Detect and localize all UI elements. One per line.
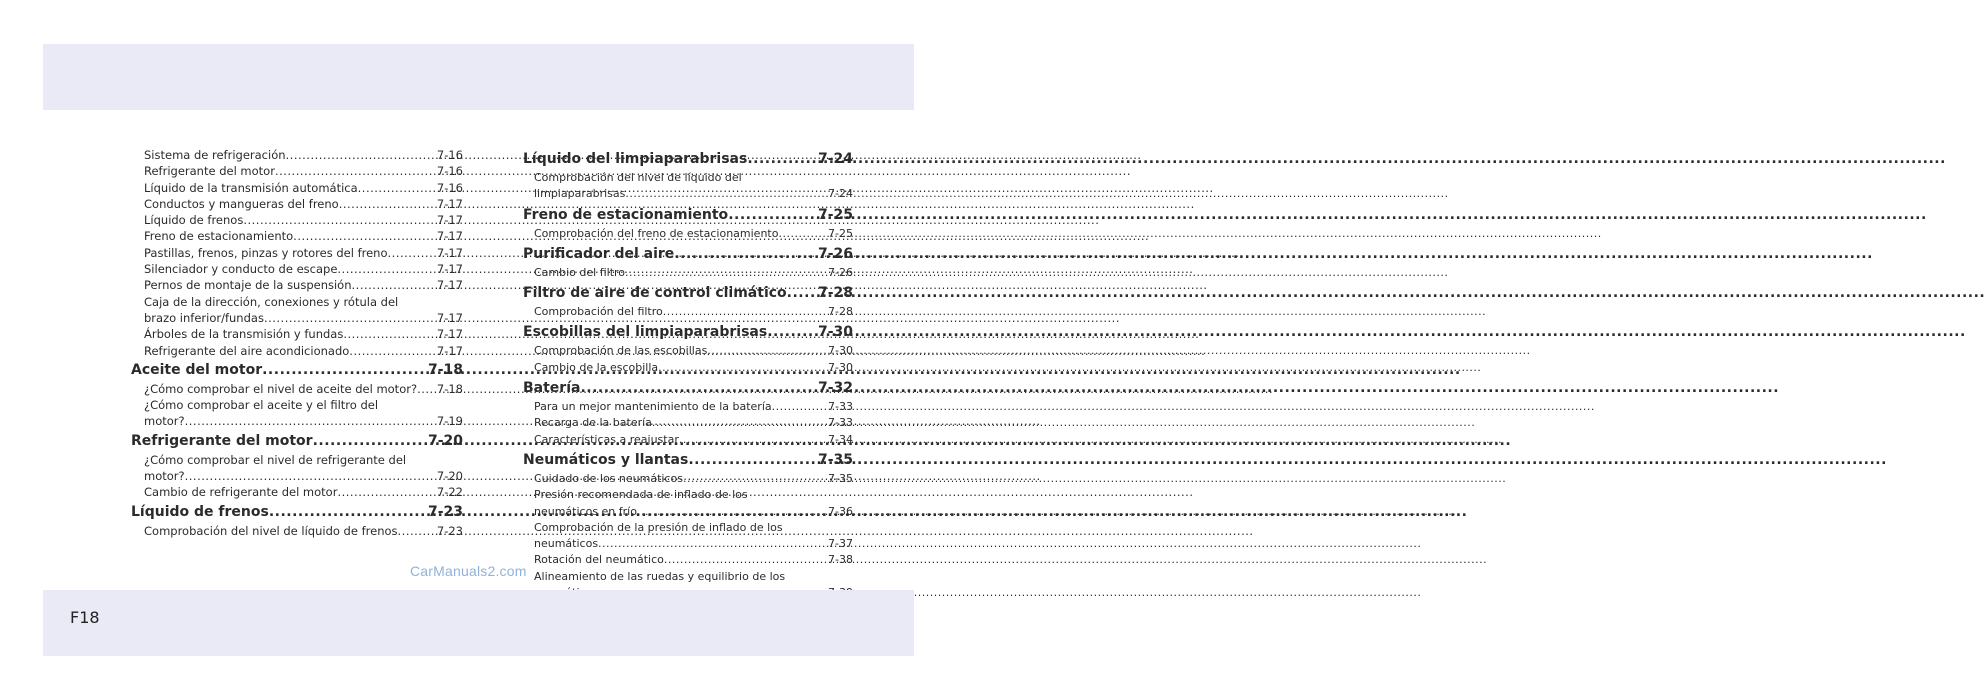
toc-entry-label: limpiaparabrisas <box>534 187 626 201</box>
toc-section-entry[interactable] <box>523 283 853 304</box>
dot-leader <box>664 552 828 568</box>
toc-entry-page: 7-24 <box>817 151 853 167</box>
toc-entry-page: 7-30 <box>817 324 853 341</box>
toc-subentry[interactable] <box>131 294 463 327</box>
toc-entry-label: Recarga de la batería <box>534 416 652 430</box>
toc-entry-label: brazo inferior/fundas <box>144 310 264 325</box>
toc-entry-label: Cambio de la escobilla <box>534 360 659 374</box>
dot-leader <box>286 147 437 163</box>
toc-entry-label: Líquido de la transmisión automática <box>144 180 358 195</box>
dot-leader <box>728 205 818 226</box>
toc-entry-label: Comprobación del freno de estacionamiento <box>534 226 779 240</box>
dot-leader <box>337 261 436 277</box>
toc-entry-page: 7-36 <box>828 504 853 518</box>
toc-entry-label: Líquido del limpiaparabrisas <box>523 151 748 167</box>
toc-entry-label-line: Caja de la dirección, conexiones y rótula del <box>144 294 399 309</box>
dot-leader <box>663 304 828 320</box>
dot-leader <box>580 378 817 399</box>
toc-entry-label-line: ¿Cómo comprobar el nivel de refrigerante del <box>144 452 407 467</box>
dot-leader <box>683 471 828 487</box>
toc-entry-page: 7-16 <box>436 148 463 162</box>
toc-entry-label: Aceite del motor <box>131 361 263 378</box>
toc-subentry[interactable] <box>523 170 853 203</box>
toc-section-entry[interactable] <box>523 378 853 399</box>
toc-entry-page: 7-23 <box>427 503 463 520</box>
toc-entry-page: 7-17 <box>436 245 463 260</box>
toc-subentry[interactable] <box>131 397 463 430</box>
dot-leader <box>625 265 828 281</box>
dot-leader <box>313 431 428 452</box>
toc-entry-page: 7-26 <box>828 265 853 279</box>
toc-entry-label: Escobillas del limpiaparabrisas <box>523 324 768 341</box>
toc-entry-label-line: Presión recomendada de inflado de los <box>534 488 748 502</box>
toc-left-column <box>131 147 463 539</box>
toc-entry-label: neumáticos en frío <box>534 504 637 518</box>
toc-section-entry[interactable] <box>131 360 463 381</box>
dot-leader <box>358 180 437 196</box>
toc-entry-label: Comprobación del filtro <box>534 305 663 319</box>
toc-subentry[interactable] <box>523 399 853 415</box>
dot-leader <box>339 196 437 212</box>
toc-entry-page: 7-25 <box>828 226 853 240</box>
toc-entry-label: Refrigerante del aire acondicionado <box>144 343 350 358</box>
toc-entry-label: Líquido de frenos <box>144 213 244 228</box>
toc-entry-label: Comprobación del nivel de líquido de frenos <box>144 523 398 538</box>
toc-entry-page: 7-35 <box>828 471 853 485</box>
toc-entry-page: 7-22 <box>436 485 463 500</box>
toc-entry-page: 7-28 <box>817 285 853 302</box>
dot-leader <box>772 399 828 415</box>
toc-subentry[interactable] <box>523 265 853 281</box>
dot-leader <box>652 415 828 431</box>
toc-entry-page: 7-23 <box>436 523 463 538</box>
dot-leader <box>269 502 428 523</box>
toc-section-entry[interactable] <box>523 205 853 226</box>
toc-entry-page: 7-17 <box>436 327 463 342</box>
footer-band <box>43 590 914 656</box>
dot-leader <box>264 310 437 326</box>
toc-entry-page: 7-34 <box>828 432 853 446</box>
toc-entry-label: Refrigerante del motor <box>131 432 313 449</box>
toc-entry-label: Cambio del filtro <box>534 265 626 279</box>
toc-subentry[interactable] <box>523 520 853 553</box>
dot-leader <box>625 186 828 202</box>
toc-subentry[interactable] <box>131 261 463 277</box>
toc-subentry[interactable] <box>131 212 463 228</box>
dot-leader <box>185 413 437 429</box>
dot-leader <box>398 523 437 539</box>
toc-entry-page: 7-32 <box>817 380 853 397</box>
toc-section-entry[interactable] <box>523 149 853 170</box>
toc-entry-page: 7-35 <box>817 451 853 468</box>
dot-leader <box>417 381 437 397</box>
dot-leader <box>637 504 828 520</box>
toc-entry-label: Líquido de frenos <box>131 503 269 520</box>
toc-entry-label: Rotación del neumático <box>534 553 664 567</box>
toc-subentry[interactable] <box>131 523 463 539</box>
toc-subentry[interactable] <box>131 163 463 179</box>
toc-entry-label: Pernos de montaje de la suspensión <box>144 278 352 293</box>
toc-section-entry[interactable] <box>523 450 853 471</box>
toc-entry-label: Pastillas, frenos, pinzas y rotores del freno <box>144 245 388 260</box>
toc-subentry[interactable] <box>523 552 853 568</box>
toc-subentry[interactable] <box>131 484 463 500</box>
page-number: F18 <box>70 608 100 627</box>
toc-subentry[interactable] <box>131 245 463 261</box>
toc-entry-page: 7-26 <box>817 245 853 262</box>
toc-entry-page: 7-33 <box>828 400 853 414</box>
dot-leader <box>388 245 437 261</box>
dot-leader <box>185 468 437 484</box>
dot-leader <box>679 432 828 448</box>
header-band <box>43 44 914 110</box>
toc-subentry[interactable] <box>523 415 853 431</box>
dot-leader <box>787 283 818 304</box>
dot-leader <box>598 536 828 552</box>
toc-entry-label: Refrigerante del motor <box>144 164 275 179</box>
toc-subentry[interactable] <box>523 343 853 359</box>
toc-subentry[interactable] <box>523 226 853 242</box>
toc-entry-page: 7-33 <box>828 416 853 430</box>
dot-leader <box>275 163 437 179</box>
dot-leader <box>674 244 818 265</box>
toc-entry-label: Freno de estacionamiento <box>523 206 729 223</box>
dot-leader <box>243 212 437 228</box>
toc-entry-label: Freno de estacionamiento <box>144 229 294 244</box>
toc-entry-label: Silenciador y conducto de escape <box>144 262 338 277</box>
toc-entry-label: Purificador del aire <box>523 245 675 262</box>
toc-entry-label: Para un mejor mantenimiento de la batería <box>534 400 772 414</box>
toc-section-entry[interactable] <box>523 244 853 265</box>
toc-subentry[interactable] <box>131 277 463 293</box>
toc-entry-page: 7-17 <box>436 310 463 325</box>
toc-entry-page: 7-16 <box>436 164 463 179</box>
dot-leader <box>262 360 428 381</box>
dot-leader <box>707 343 828 359</box>
toc-entry-label: Características a reajustar <box>534 432 679 446</box>
toc-entry-page: 7-30 <box>828 360 853 374</box>
toc-entry-page: 7-18 <box>427 361 463 378</box>
dot-leader <box>767 322 818 343</box>
toc-entry-page: 7-20 <box>436 469 463 484</box>
dot-leader <box>352 277 437 293</box>
toc-entry-label: Conductos y mangueras del freno <box>144 196 339 211</box>
toc-entry-label-line: Alineamiento de las ruedas y equilibrio de los <box>534 569 786 583</box>
toc-entry-page: 7-20 <box>427 432 463 449</box>
toc-entry-page: 7-25 <box>817 206 853 223</box>
toc-subentry[interactable] <box>131 147 463 163</box>
toc-entry-page: 7-18 <box>436 381 463 396</box>
toc-entry-label: Neumáticos y llantas <box>523 451 689 468</box>
toc-subentry[interactable] <box>131 381 463 397</box>
toc-entry-page: 7-17 <box>436 262 463 277</box>
toc-entry-label: Batería <box>523 380 581 397</box>
toc-entry-label: neumáticos <box>534 537 599 551</box>
toc-entry-page: 7-17 <box>436 343 463 358</box>
toc-entry-page: 7-17 <box>436 213 463 228</box>
dot-leader <box>337 484 436 500</box>
toc-entry-label: Cuidado de los neumáticos <box>534 471 683 485</box>
dot-leader <box>658 360 828 376</box>
toc-subentry[interactable] <box>523 304 853 320</box>
toc-entry-page: 7-17 <box>436 196 463 211</box>
toc-entry-page: 7-24 <box>828 187 853 201</box>
toc-entry-page: 7-28 <box>828 305 853 319</box>
dot-leader <box>747 149 818 170</box>
toc-subentry[interactable] <box>131 343 463 359</box>
toc-subentry[interactable] <box>523 487 853 520</box>
toc-subentry[interactable] <box>523 360 853 376</box>
toc-section-entry[interactable] <box>523 322 853 343</box>
toc-entry-label: motor? <box>144 414 185 429</box>
toc-section-entry[interactable] <box>131 431 463 452</box>
toc-subentry[interactable] <box>131 326 463 342</box>
toc-section-entry[interactable] <box>131 502 463 523</box>
toc-entry-label: Sistema de refrigeración <box>144 148 286 162</box>
toc-entry-page: 7-19 <box>436 414 463 429</box>
dot-leader <box>343 326 437 342</box>
toc-subentry[interactable] <box>523 432 853 448</box>
dot-leader <box>778 226 828 242</box>
toc-subentry[interactable] <box>523 471 853 487</box>
toc-subentry[interactable] <box>131 452 463 485</box>
toc-entry-label: Comprobación de las escobillas <box>534 344 708 358</box>
dot-leader <box>293 228 437 244</box>
toc-entry-label-line: ¿Cómo comprobar el aceite y el filtro del <box>144 398 379 413</box>
toc-entry-label-line: Comprobación del nivel de líquido del <box>534 171 742 184</box>
toc-subentry[interactable] <box>131 180 463 196</box>
toc-subentry[interactable] <box>131 196 463 212</box>
dot-leader <box>349 343 437 359</box>
toc-entry-page: 7-16 <box>436 180 463 195</box>
toc-entry-page: 7-37 <box>828 537 853 551</box>
toc-entry-label: Filtro de aire de control climático <box>523 285 787 302</box>
dot-leader <box>688 450 818 471</box>
toc-entry-label: ¿Cómo comprobar el nivel de aceite del motor? <box>144 381 418 396</box>
toc-entry-label: Árboles de la transmisión y fundas <box>144 327 344 342</box>
toc-entry-label: motor? <box>144 469 185 484</box>
toc-entry-label-line: Comprobación de la presión de inflado de los <box>534 520 783 534</box>
watermark: CarManuals2.com <box>410 563 527 579</box>
toc-entry-page: 7-30 <box>828 344 853 358</box>
toc-subentry[interactable] <box>131 228 463 244</box>
toc-right-column <box>523 147 853 601</box>
toc-entry-label: Cambio de refrigerante del motor <box>144 485 338 500</box>
toc-entry-page: 7-17 <box>436 278 463 293</box>
toc-entry-page: 7-38 <box>828 553 853 567</box>
toc-entry-page: 7-17 <box>436 229 463 244</box>
